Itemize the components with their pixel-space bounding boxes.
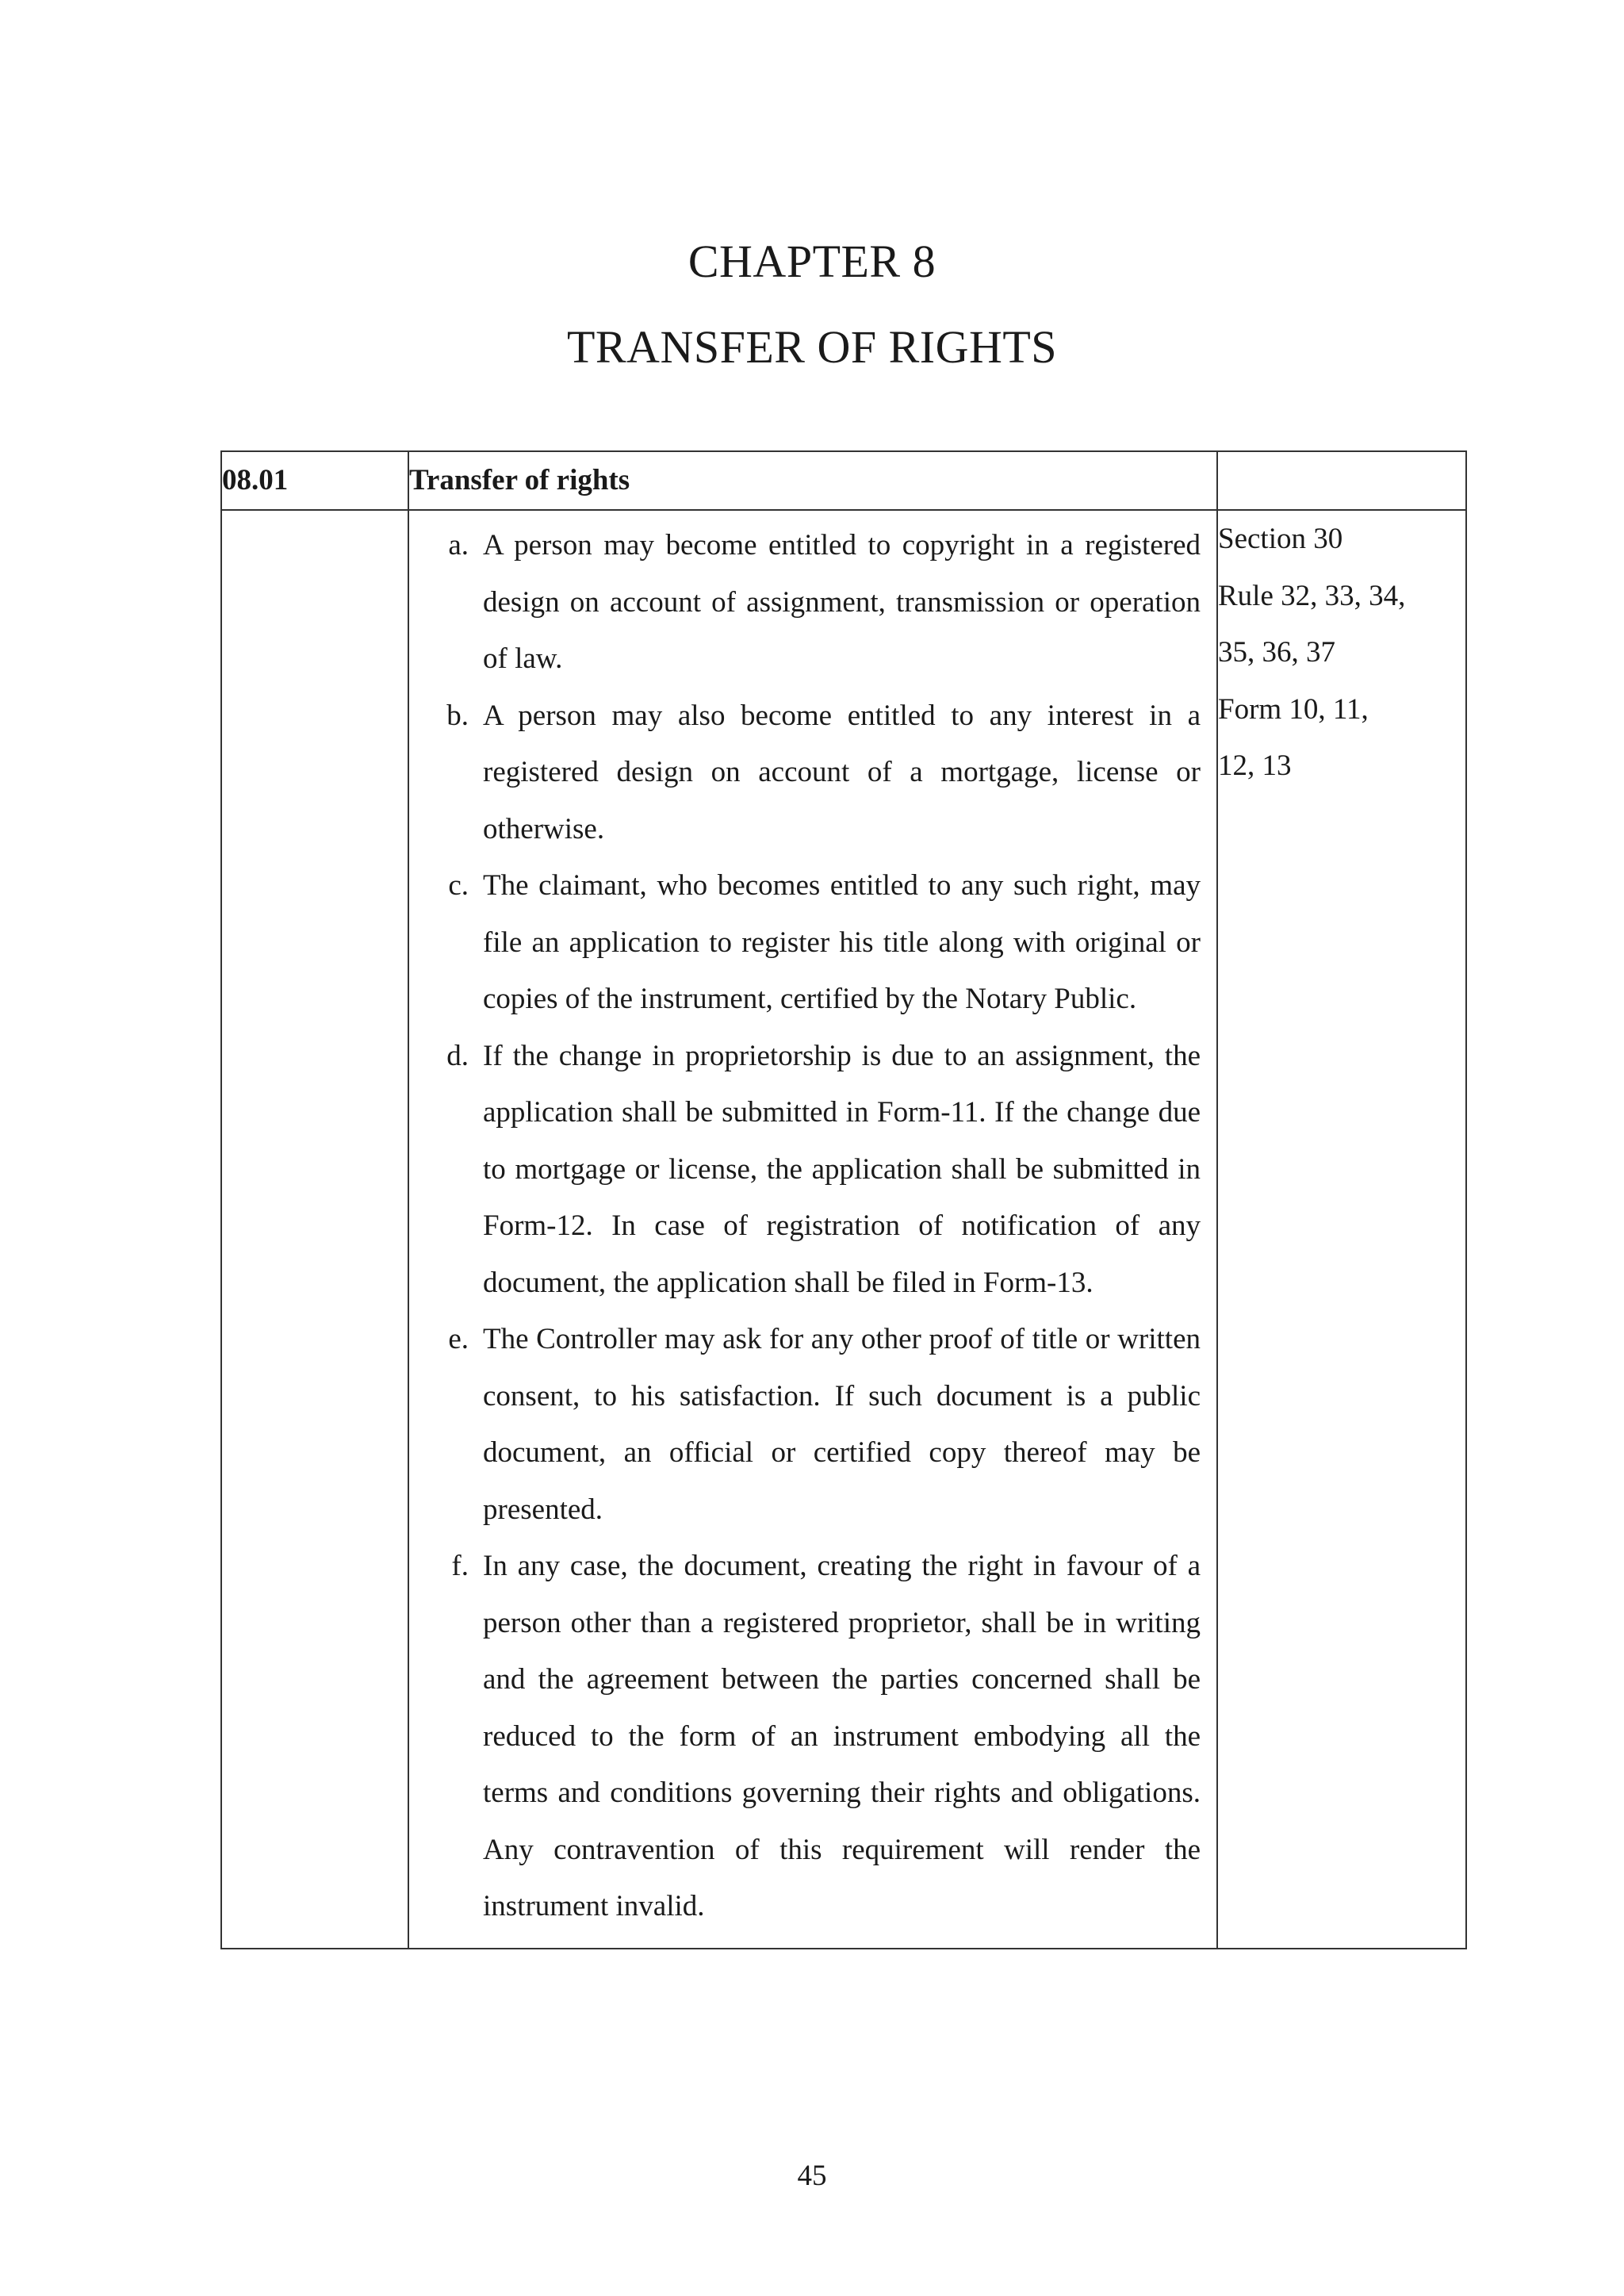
list-item [409,1028,1201,1312]
list-item [409,1311,1201,1538]
reference-line: 35, 36, 37 [1218,636,1335,669]
list-item [409,1538,1201,1935]
list-item-marker: c. [448,869,469,902]
reference-line: Section 30 [1218,523,1343,555]
list-item-text: A person may become entitled to copyright in a registered design on account of assignment, transmission or operation of law. [483,529,1201,675]
list-item-marker: e. [448,1323,469,1355]
section-title: Transfer of rights [408,451,1217,510]
list-item-text: In any case, the document, creating the right in favour of a person other than a registered proprietor, shall be in writing and the agreement between the parties concerned shall be reduced to the form of an instrument embodying all the terms and conditions governing their rights and obligations. Any contravention of this requirement will render the instrument invalid. [483,1550,1201,1922]
section-number: 08.01 [221,451,408,510]
list-item-marker: b. [446,699,469,732]
list-item-text: The Controller may ask for any other proof of title or written consent, to his satisfaction. If such document is a public document, an official or certified copy thereof may be presented. [483,1323,1201,1526]
list-item-marker: a. [448,529,469,562]
page-number: 45 [797,2160,827,2192]
section-items-cell [408,510,1217,1949]
section-items-list [409,511,1216,1948]
list-item [409,688,1201,858]
reference-line: Rule 32, 33, 34, [1218,579,1406,612]
list-item-marker: f. [451,1550,469,1582]
list-item [409,857,1201,1028]
section-header-empty-cell [1217,451,1466,510]
section-body-row [221,510,1466,1949]
list-item [409,517,1201,688]
list-item-text: A person may also become entitled to any interest in a registered design on account of a mortgage, license or otherwise. [483,699,1201,845]
list-item-marker: d. [446,1039,469,1072]
chapter-number: CHAPTER 8 [688,236,936,287]
list-item-text: If the change in proprietorship is due to an assignment, the application shall be submitted in Form-11. If the change due to mortgage or license, the application shall be submitted in Form-12. In case of registration of notification of any document, the application shall be filed in Form-13. [483,1039,1201,1299]
reference-line: Form 10, 11, [1218,692,1369,726]
chapter-title: TRANSFER OF RIGHTS [566,321,1058,373]
section-header-row [221,451,1466,510]
section-references [1217,510,1466,1949]
section-body-empty-cell [221,510,408,1949]
reference-line: 12, 13 [1218,749,1292,782]
list-item-text: The claimant, who becomes entitled to any such right, may file an application to register his title along with original or copies of the instrument, certified by the Notary Public. [483,869,1201,1015]
rules-table [220,450,1467,1949]
